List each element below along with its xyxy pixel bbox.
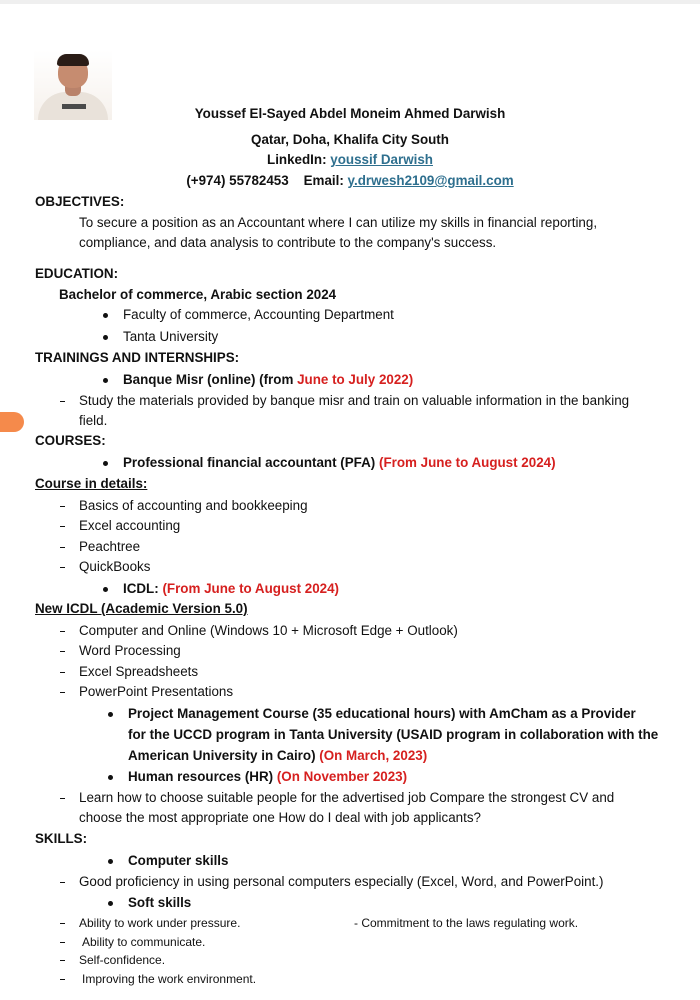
courses-heading: COURSES: bbox=[35, 433, 106, 448]
pm-course-line-3 bbox=[128, 748, 427, 763]
bullet-icon bbox=[108, 901, 113, 906]
icdl-title: ICDL: bbox=[123, 581, 159, 596]
hr-course bbox=[128, 769, 407, 784]
course-detail-item: Excel accounting bbox=[79, 518, 181, 533]
candidate-name: Youssef El-Sayed Abdel Moneim Ahmed Darwish bbox=[194, 106, 506, 121]
objectives-text-1: To secure a position as an Accountant where I can utilize my skills in financial reporting, bbox=[79, 215, 598, 230]
soft-skill-item: Self-confidence. bbox=[79, 953, 166, 967]
bullet-icon bbox=[108, 775, 113, 780]
dash-icon bbox=[60, 651, 65, 652]
bullet-icon bbox=[103, 461, 108, 466]
icdl-heading: New ICDL (Academic Version 5.0) bbox=[35, 601, 248, 616]
training-desc-1: Study the materials provided by banque misr and train on valuable information in the banking bbox=[79, 393, 630, 408]
pm-course-text: American University in Cairo) bbox=[128, 748, 316, 763]
bullet-icon bbox=[103, 587, 108, 592]
course-detail-item: QuickBooks bbox=[79, 559, 151, 574]
pfa-date: (From June to August 2024) bbox=[378, 455, 556, 470]
dash-icon bbox=[60, 979, 65, 980]
dash-icon bbox=[60, 672, 65, 673]
linkedin-label: LinkedIn: bbox=[267, 152, 327, 167]
bullet-icon bbox=[108, 859, 113, 864]
hr-desc-1: Learn how to choose suitable people for the advertised job Compare the strongest CV and bbox=[79, 790, 615, 805]
dash-icon bbox=[60, 526, 65, 527]
course-details-heading: Course in details: bbox=[35, 476, 148, 491]
top-edge bbox=[0, 0, 700, 4]
hr-desc-2: choose the most appropriate one How do I deal with job applicants? bbox=[79, 810, 481, 825]
dash-icon bbox=[60, 798, 65, 799]
course-detail-item: Peachtree bbox=[79, 539, 141, 554]
dash-icon bbox=[60, 401, 65, 402]
computer-skills-desc: Good proficiency in using personal computers especially (Excel, Word, and PowerPoint.) bbox=[79, 874, 604, 889]
bullet-icon bbox=[103, 313, 108, 318]
candidate-location: Qatar, Doha, Khalifa City South bbox=[251, 132, 449, 147]
pm-course-line-1: Project Management Course (35 educational hours) with AmCham as a Provider bbox=[128, 706, 636, 721]
training-date: June to July 2022) bbox=[297, 372, 414, 387]
side-tab-handle[interactable] bbox=[0, 412, 24, 432]
dash-icon bbox=[60, 923, 65, 924]
training-desc-2: field. bbox=[79, 413, 108, 428]
education-heading: EDUCATION: bbox=[35, 266, 119, 281]
education-item: Faculty of commerce, Accounting Department bbox=[123, 307, 394, 322]
icdl-item: Computer and Online (Windows 10 + Microsoft Edge + Outlook) bbox=[79, 623, 458, 638]
education-item: Tanta University bbox=[123, 329, 219, 344]
pfa-course bbox=[123, 455, 556, 470]
objectives-text-2: compliance, and data analysis to contribute to the company's success. bbox=[79, 235, 497, 250]
icdl-course bbox=[123, 581, 339, 596]
soft-skill-item: Improving the work environment. bbox=[82, 972, 257, 986]
training-item bbox=[123, 372, 413, 387]
dash-icon bbox=[60, 942, 65, 943]
dash-icon bbox=[60, 631, 65, 632]
photo-hair bbox=[57, 54, 89, 66]
pm-course-date: (On March, 2023) bbox=[319, 748, 428, 763]
computer-skills-title: Computer skills bbox=[128, 853, 229, 868]
pfa-title: Professional financial accountant (PFA) bbox=[123, 455, 376, 470]
dash-icon bbox=[60, 567, 65, 568]
hr-title: Human resources (HR) bbox=[128, 769, 274, 784]
email-label: Email: bbox=[303, 173, 344, 188]
dash-icon bbox=[60, 960, 65, 961]
hr-date: (On November 2023) bbox=[276, 769, 408, 784]
contact-line bbox=[0, 173, 700, 188]
linkedin-line bbox=[0, 152, 700, 167]
bullet-icon bbox=[103, 378, 108, 383]
dash-icon bbox=[60, 692, 65, 693]
icdl-date: (From June to August 2024) bbox=[162, 581, 340, 596]
dash-icon bbox=[60, 506, 65, 507]
bullet-icon bbox=[108, 712, 113, 717]
skills-heading: SKILLS: bbox=[35, 831, 88, 846]
bullet-icon bbox=[103, 335, 108, 340]
pm-course-line-2: for the UCCD program in Tanta University (USAID program in collaboration with the bbox=[128, 727, 659, 742]
soft-skills-title: Soft skills bbox=[128, 895, 192, 910]
soft-skill-item: Ability to work under pressure. bbox=[79, 916, 241, 930]
icdl-item: Excel Spreadsheets bbox=[79, 664, 199, 679]
icdl-item: Word Processing bbox=[79, 643, 181, 658]
soft-skill-item: Ability to communicate. bbox=[82, 935, 206, 949]
email-link[interactable]: y.drwesh2109@gmail.com bbox=[347, 173, 514, 188]
course-detail-item: Basics of accounting and bookkeeping bbox=[79, 498, 308, 513]
soft-skill-right: - Commitment to the laws regulating work. bbox=[354, 916, 579, 930]
trainings-heading: TRAININGS AND INTERNSHIPS: bbox=[35, 350, 240, 365]
dash-icon bbox=[60, 882, 65, 883]
dash-icon bbox=[60, 547, 65, 548]
icdl-item: PowerPoint Presentations bbox=[79, 684, 234, 699]
objectives-heading: OBJECTIVES: bbox=[35, 194, 125, 209]
degree-title: Bachelor of commerce, Arabic section 2024 bbox=[59, 287, 337, 302]
phone-number: (+974) 55782453 bbox=[186, 173, 289, 188]
training-title: Banque Misr (online) (from bbox=[123, 372, 294, 387]
linkedin-link[interactable]: youssif Darwish bbox=[330, 152, 433, 167]
